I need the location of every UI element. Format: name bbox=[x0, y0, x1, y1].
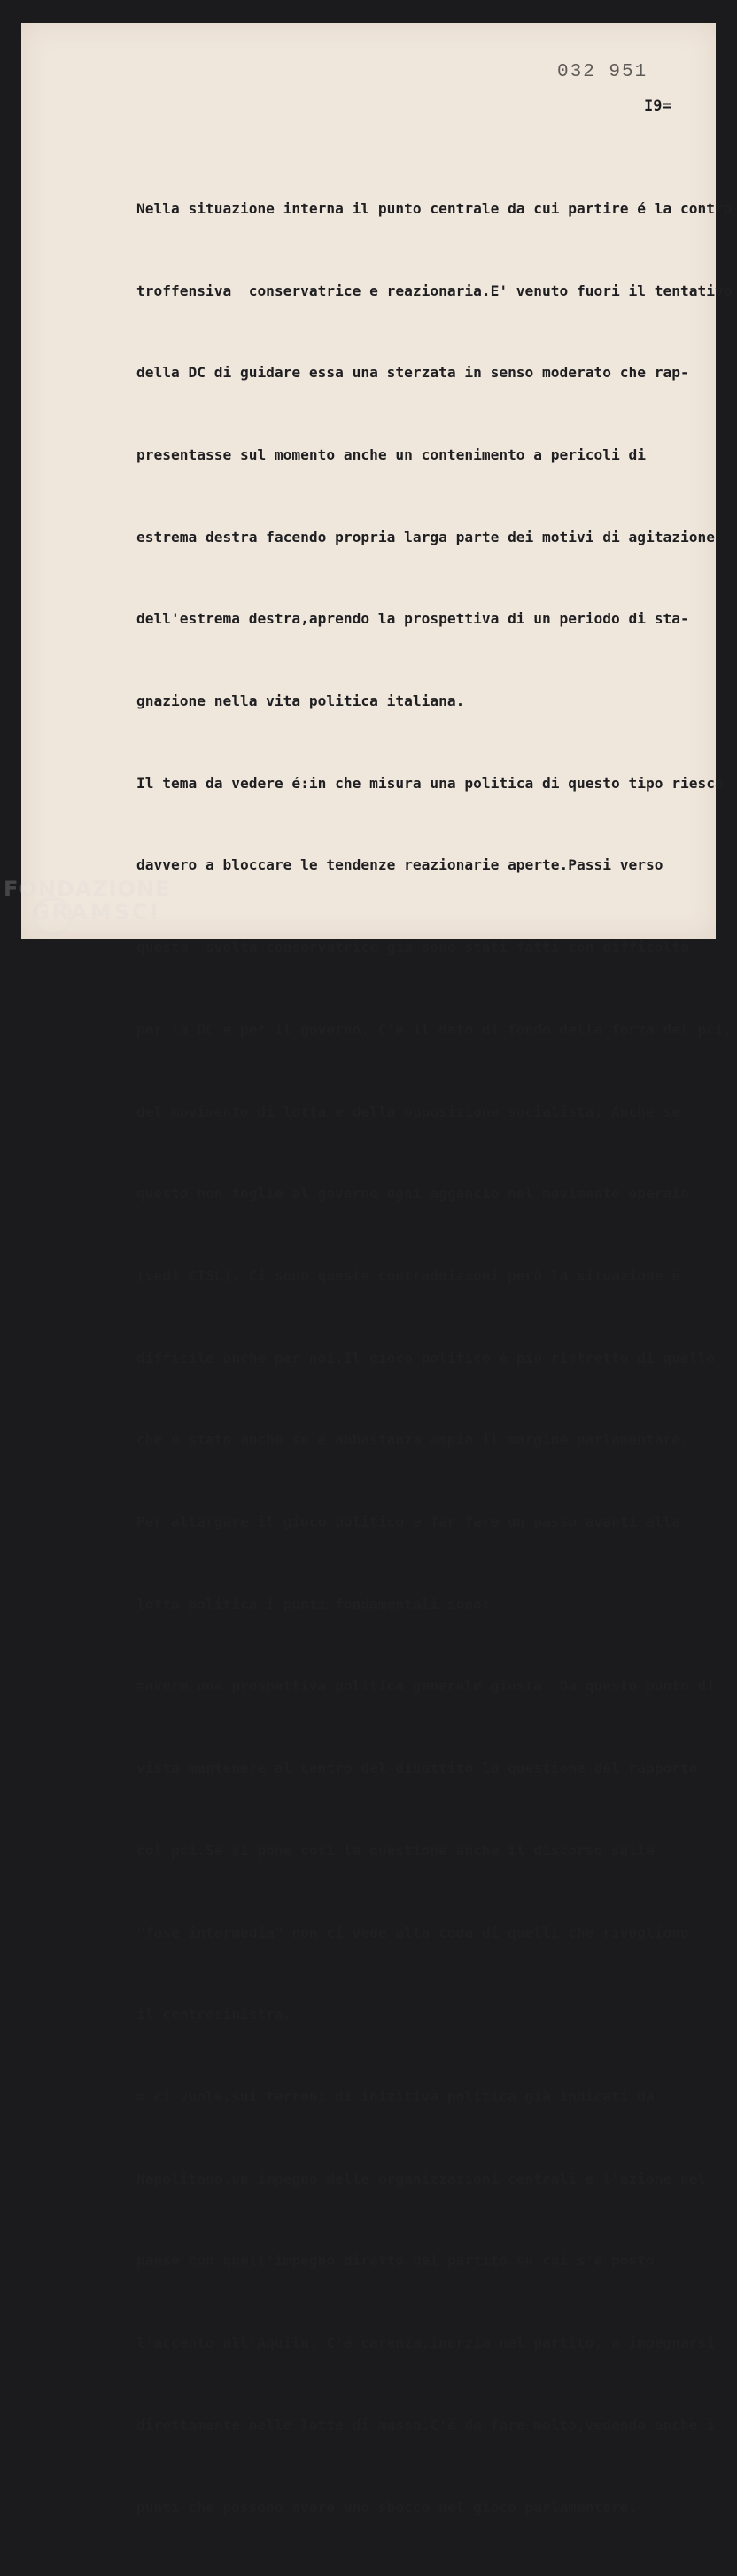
text-line: estrema destra facendo propria larga parte dei motivi di agitazione bbox=[136, 528, 715, 545]
watermark-line1: FONDAZIONE bbox=[4, 877, 171, 901]
text-line: troffensiva conservatrice e reazionaria.E' venuto fuori il tentativo bbox=[136, 282, 733, 299]
text-line: del movimento di lotta e della opposizione socialista. Anche se bbox=[136, 1102, 680, 1120]
text-line: questa svolta conservatrice già sono stati fatti con difficoltà bbox=[136, 939, 689, 956]
text-line: Napolitano,un impegno delle organizzazioni centrali e l'azione nel bbox=[136, 2170, 707, 2187]
text-line: per la DC e per il governo. C'é il dato di fondo della forza del pci, bbox=[136, 1020, 733, 1038]
text-line: =avere una prospettiva politica generale giusta .Da questo punto di bbox=[136, 1677, 715, 1695]
text-line: questo non toglie al governo ogni aggancio nel movimento operaio bbox=[136, 1185, 689, 1203]
text-line: davvero a bloccare le tendenze reazionarie aperte.Passi verso bbox=[136, 856, 663, 874]
text-line: = ci vuole,sui terreni di inizitiva politica già indicati da bbox=[136, 2087, 655, 2105]
text-line: gnazione nella vita politica italiana. bbox=[136, 692, 465, 710]
text-line: col pci.Se si pone così la questione anche il discorso sulla bbox=[136, 1841, 655, 1859]
text-line: paese con quell'impegno diretto del partito su cui s'é posto bbox=[136, 2252, 655, 2270]
text-line: lotta politica i punti fondamentali sono: bbox=[136, 1595, 491, 1613]
page-number: I9= bbox=[644, 97, 671, 115]
text-line: che é stato anche se é abbastanza ampio il margine parlamentare. bbox=[136, 1431, 689, 1449]
text-line: Per allargare il gioco politico e far fare un passo avanti alla bbox=[136, 1513, 680, 1531]
text-line: presentasse sul momento anche un contenimento a pericoli di bbox=[136, 445, 646, 463]
text-line: "fase intermedia" non ci vede alla coda di quelli che rivogliono bbox=[136, 1923, 689, 1941]
text-line: Il tema da vedere é:in che misura una politica di questo tipo riesca bbox=[136, 774, 724, 792]
document-page bbox=[21, 23, 733, 2516]
text-line: direttamente nelle lotte di massa.C'é da fare molto,vedendo anche i bbox=[136, 2416, 715, 2433]
text-line: punti che possono avere uno sbocco nel gioco parlamentare. bbox=[136, 2498, 638, 2516]
text-line: l'accento all'Aquila. C'é carenza,inerzia nel partito, a impegnarsi bbox=[136, 2334, 715, 2352]
text-line: dell'estrema destra,aprendo la prospettiva di un periodo di sta- bbox=[136, 610, 689, 628]
typewritten-body bbox=[136, 141, 733, 2576]
text-line: difficile anche per noi.Il gioco politico é più ristretto di quello bbox=[136, 1349, 715, 1366]
text-line: il centrosinistra. bbox=[136, 2006, 292, 2023]
watermark-line2: GRAMSCI bbox=[32, 900, 161, 924]
text-line: Nella situazione interna il punto centrale da cui partire é la contro bbox=[136, 199, 733, 217]
archive-stamp: 032 951 bbox=[557, 62, 648, 82]
text-line: della DC di guidare essa una sterzata in senso moderato che rap- bbox=[136, 364, 689, 382]
text-line: vista mantenere al centro del dibattito la questione del rapporto bbox=[136, 1760, 698, 1777]
text-line: (vedi CISL). Ci sono queste contraddizioni però la situazione é bbox=[136, 1266, 680, 1284]
